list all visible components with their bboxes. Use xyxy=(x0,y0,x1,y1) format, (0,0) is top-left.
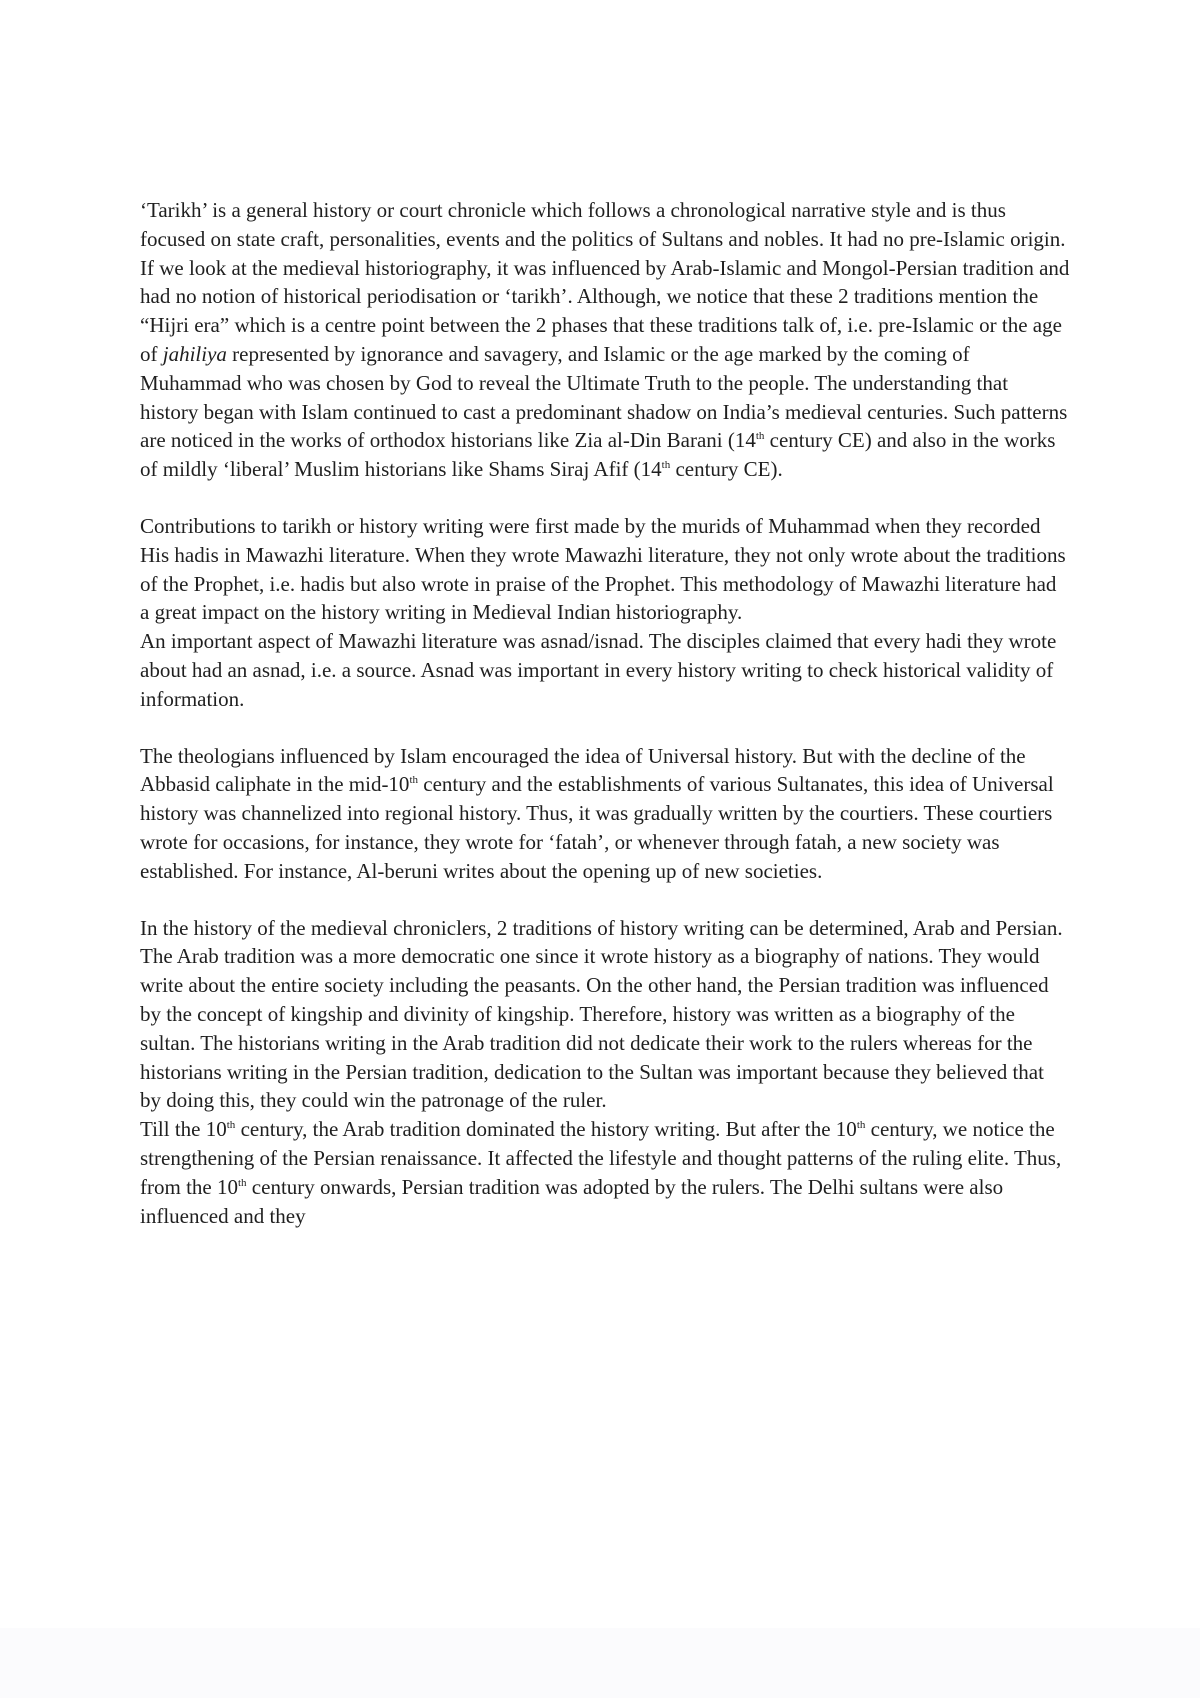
text-segment: century CE) and also in the works of mildly ‘liberal’ Muslim historians like Shams Siraj Afif (14 xyxy=(140,428,1056,482)
ordinal-suffix: th xyxy=(409,774,418,787)
text-segment: century and the establishments of various Sultanates, this idea of Universal history was channelized into regional history. Thus, it was gradually written by the courtiers. These courtiers wrote for occasions, for instance, they wrote for ‘fatah’, or whenever through fatah, a new society was established. For instance, Al-beruni writes about the opening up of new societies. xyxy=(140,772,1054,883)
ordinal-suffix: th xyxy=(856,1119,866,1132)
ordinal-suffix: th xyxy=(755,430,765,443)
text-segment: Contributions to tarikh or history writing were first made by the murids of Muhammad when they recorded His hadis in Mawazhi literature. When they wrote Mawazhi literature, they not only wrote about the traditions of the Prophet, i.e. hadis but also wrote in praise of the Prophet. This methodology of Mawazhi literature had a great impact on the history writing in Medieval Indian historiography. xyxy=(140,513,1066,625)
text-segment: represented by ignorance and savagery, and Islamic or the age marked by the coming of Muhammad who was chosen by God to reveal the Ultimate Truth to the people. The understanding that history began with Islam continued to cast a predominant shadow on India’s medieval centuries. Such patterns are noticed in the works of orthodox historians like Zia al-Din Barani (14 xyxy=(140,341,1068,453)
page-bottom-margin xyxy=(0,1628,1200,1698)
paragraph xyxy=(140,742,1070,886)
document-body xyxy=(140,196,1070,1258)
text-segment: century CE). xyxy=(670,457,783,482)
text-segment: The theologians influenced by Islam encouraged the idea of Universal history. But with the decline of the Abbasid caliphate in the mid-10 xyxy=(140,743,1026,797)
text-segment: century, we notice the strengthening of the Persian renaissance. It affected the lifestyle and thought patterns of the ruling elite. Thus, from the 10 xyxy=(140,1117,1062,1199)
paragraph xyxy=(140,1115,1070,1230)
paragraph xyxy=(140,196,1070,484)
paragraph xyxy=(140,914,1070,1116)
text-segment: In the history of the medieval chroniclers, 2 traditions of history writing can be determined, Arab and Persian. The Arab tradition was a more democratic one since it wrote history as a biography of nations. They would write about the entire society including the peasants. On the other hand, the Persian tradition was influenced by the concept of kingship and divinity of kingship. Therefore, history was written as a biography of the sultan. The historians writing in the Arab tradition did not dedicate their work to the rulers whereas for the historians writing in the Persian tradition, dedication to the Sultan was important because they believed that by doing this, they could win the patronage of the ruler. xyxy=(140,915,1063,1113)
text-segment: ‘Tarikh’ is a general history or court chronicle which follows a chronological narrative style and is thus focused on state craft, personalities, events and the politics of Sultans and nobles. It had no pre-Islamic origin. If we look at the medieval historiography, it was influenced by Arab-Islamic and Mongol-Persian tradition and had no notion of historical periodisation or ‘tarikh’. Although, we notice that these 2 traditions mention the “Hijri era” which is a centre point between the 2 phases that these traditions talk of, i.e. pre-Islamic or the age of xyxy=(140,198,1070,366)
text-segment: century, the Arab tradition dominated the history writing. But after the 10 xyxy=(235,1117,857,1142)
ordinal-suffix: th xyxy=(237,1176,247,1189)
paragraph xyxy=(140,512,1070,627)
text-segment: century onwards, Persian tradition was adopted by the rulers. The Delhi sultans were also influenced and they xyxy=(140,1174,1004,1228)
ordinal-suffix: th xyxy=(226,1119,236,1132)
italic-term: jahiliya xyxy=(162,341,227,366)
ordinal-suffix: th xyxy=(661,459,671,472)
text-segment: An important aspect of Mawazhi literature was asnad/isnad. The disciples claimed that every hadi they wrote about had an asnad, i.e. a source. Asnad was important in every history writing to check historical validity of information. xyxy=(140,629,1057,711)
text-segment: Till the 10 xyxy=(140,1117,227,1142)
paragraph xyxy=(140,627,1070,713)
